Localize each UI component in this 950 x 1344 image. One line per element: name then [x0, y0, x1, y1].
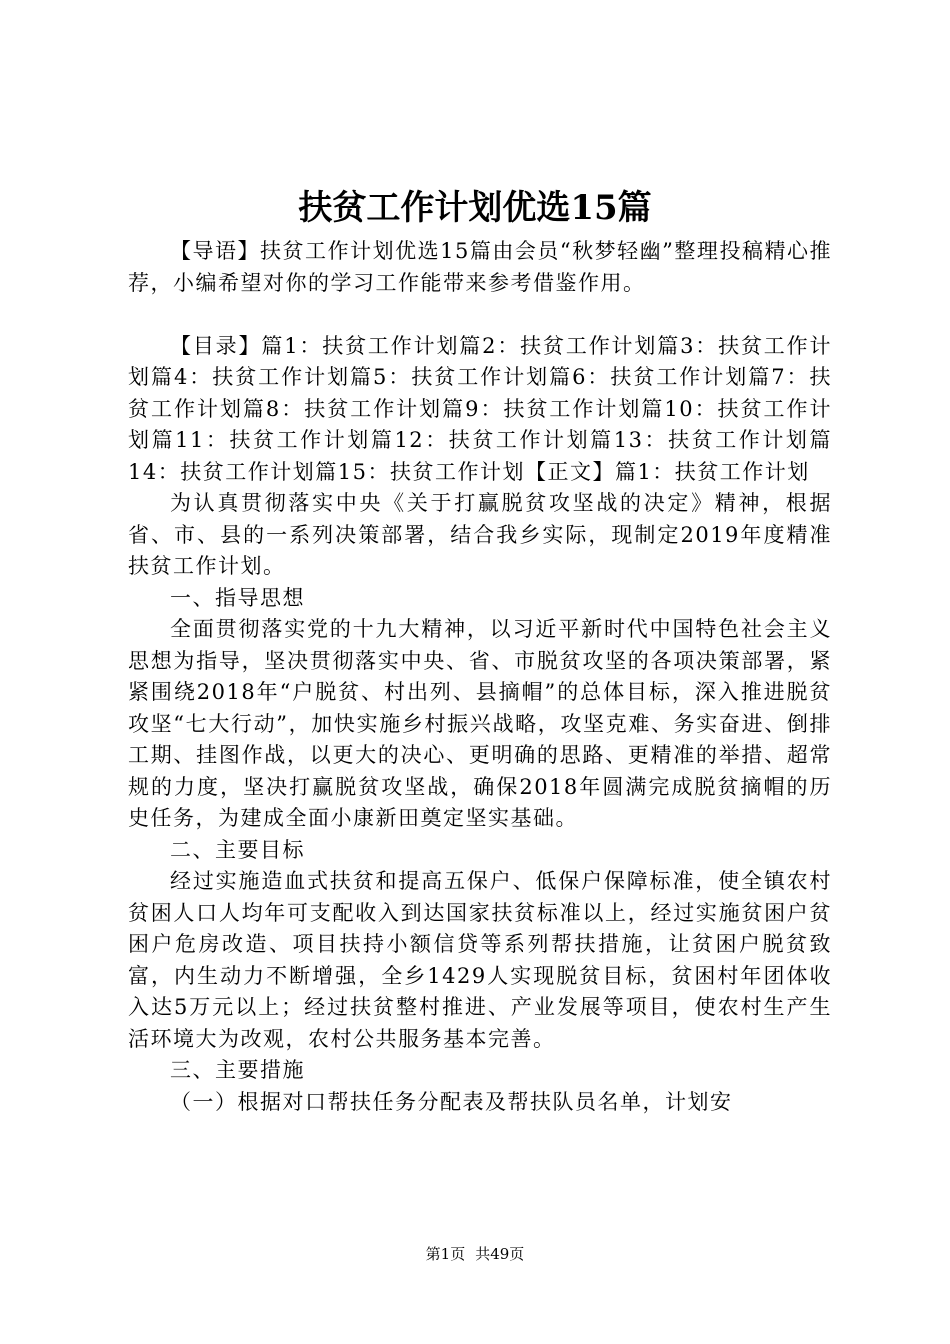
body-paragraph: 为认真贯彻落实中央《关于打赢脱贫攻坚战的决定》精神，根据省、市、县的一系列决策部署，结合我乡实际，现制定2019年度精准扶贫工作计划。	[128, 491, 832, 578]
page-number: 第1页	[425, 1245, 466, 1263]
page-footer	[0, 1244, 950, 1264]
section-heading: 二、主要目标	[170, 837, 305, 862]
document-body	[128, 236, 832, 1118]
document-title: 扶贫工作计划优选15篇	[298, 188, 652, 228]
intro-paragraph: 【导语】扶贫工作计划优选15篇由会员“秋梦轻幽”整理投稿精心推荐，小编希望对你的学习工作能带来参考借鉴作用。	[128, 239, 832, 295]
contents-paragraph: 【目录】篇1：扶贫工作计划篇2：扶贫工作计划篇3：扶贫工作计划篇4：扶贫工作计划篇5：扶贫工作计划篇6：扶贫工作计划篇7：扶贫工作计划篇8：扶贫工作计划篇9：扶贫工作计划篇10：扶贫工作计划篇11：扶贫工作计划篇12：扶贫工作计划篇13：扶贫工作计划篇14：扶贫工作计划篇15：扶贫工作计划【正文】篇1：扶贫工作计划	[128, 333, 832, 484]
body-paragraph: （一）根据对口帮扶任务分配表及帮扶队员名单，计划安	[170, 1089, 733, 1114]
body-paragraph: 全面贯彻落实党的十九大精神，以习近平新时代中国特色社会主义思想为指导，坚决贯彻落实中央、省、市脱贫攻坚的各项决策部署，紧紧围绕2018年“户脱贫、村出列、县摘帽”的总体目标，深入推进脱贫攻坚“七大行动”，加快实施乡村振兴战略，攻坚克难、务实奋进、倒排工期、挂图作战，以更大的决心、更明确的思路、更精准的举措、超常规的力度，坚决打赢脱贫攻坚战，确保2018年圆满完成脱贫摘帽的历史任务，为建成全面小康新田奠定坚实基础。	[128, 617, 832, 830]
body-paragraph: 经过实施造血式扶贫和提高五保户、低保户保障标准，使全镇农村贫困人口人均年可支配收入到达国家扶贫标准以上，经过实施贫困户贫困户危房改造、项目扶持小额信贷等系列帮扶措施，让贫困户脱贫致富，内生动力不断增强，全乡1429人实现脱贫目标，贫困村年团体收入达5万元以上；经过扶贫整村推进、产业发展等项目，使农村生产生活环境大为改观，农村公共服务基本完善。	[128, 869, 832, 1051]
section-heading: 三、主要措施	[170, 1058, 305, 1082]
section-heading: 一、指导思想	[170, 585, 305, 610]
page-total: 共49页	[475, 1245, 525, 1263]
